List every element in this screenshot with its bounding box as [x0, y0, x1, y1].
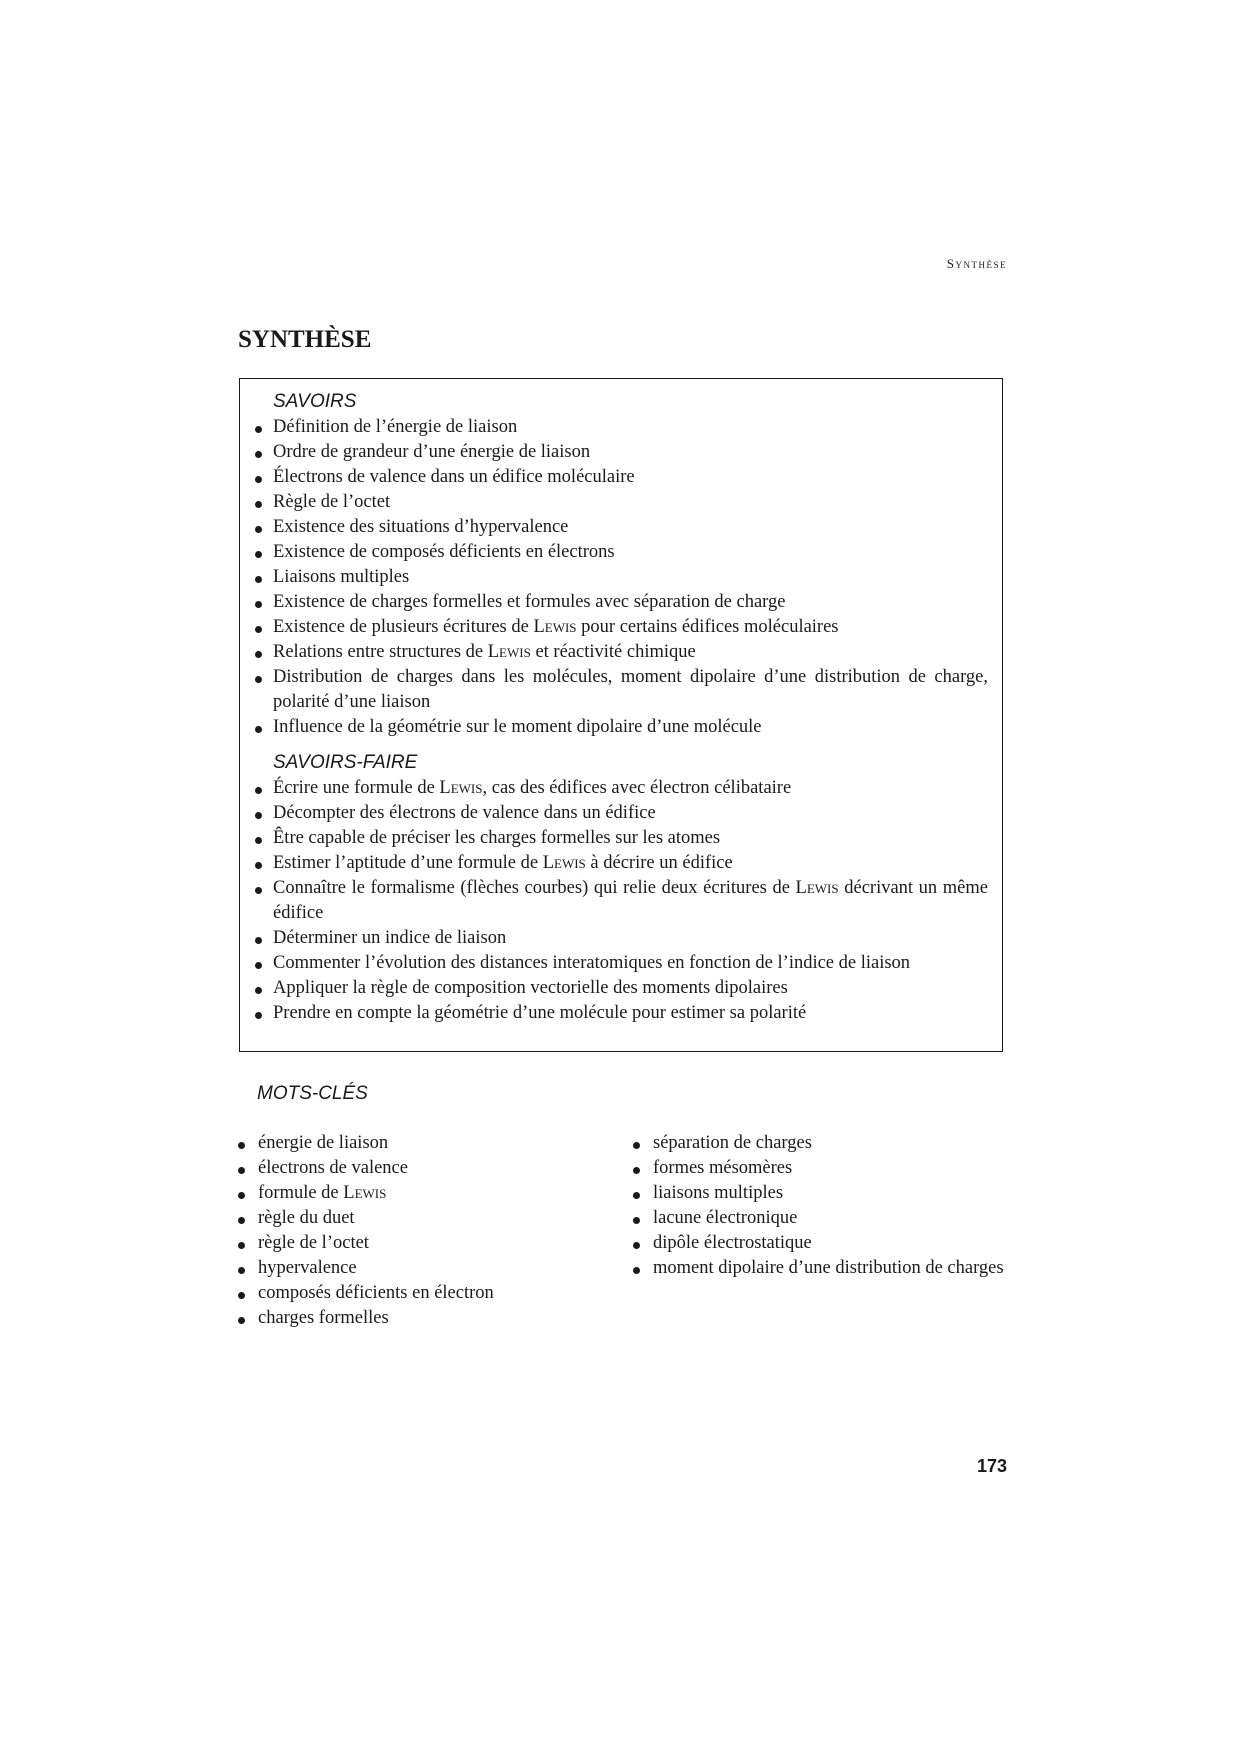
savoirs-heading: SAVOIRS — [273, 391, 357, 412]
page-title: SYNTHÈSE — [238, 326, 372, 353]
keywords-list-right — [632, 1131, 1007, 1281]
page-number: 173 — [976, 1456, 1007, 1476]
list-item: Existence de plusieurs écritures de Lewis pour certains édifices moléculaires — [254, 615, 988, 640]
list-item: Ordre de grandeur d’une énergie de liaison — [254, 440, 988, 465]
list-item: composés déficients en électron — [237, 1281, 587, 1306]
author-name: Lewis — [533, 617, 577, 637]
list-item: Prendre en compte la géométrie d’une molécule pour estimer sa polarité — [254, 1001, 988, 1026]
mots-cles-heading: MOTS-CLÉS — [257, 1083, 368, 1104]
author-name: Lewis — [487, 642, 531, 662]
list-item: Électrons de valence dans un édifice moléculaire — [254, 465, 988, 490]
list-item: formule de Lewis — [237, 1181, 587, 1206]
savoirs-faire-heading: SAVOIRS-FAIRE — [273, 752, 418, 773]
list-item: électrons de valence — [237, 1156, 587, 1181]
list-item: lacune électronique — [632, 1206, 1007, 1231]
list-item: séparation de charges — [632, 1131, 1007, 1156]
author-name: Lewis — [439, 778, 483, 798]
list-item: liaisons multiples — [632, 1181, 1007, 1206]
list-item: Influence de la géométrie sur le moment dipolaire d’une molécule — [254, 715, 988, 740]
list-item: Appliquer la règle de composition vectorielle des moments dipolaires — [254, 976, 988, 1001]
list-item: Être capable de préciser les charges formelles sur les atomes — [254, 826, 988, 851]
list-item: Estimer l’aptitude d’une formule de Lewis à décrire un édifice — [254, 851, 988, 876]
list-item: Existence des situations d’hypervalence — [254, 515, 988, 540]
list-item: Relations entre structures de Lewis et réactivité chimique — [254, 640, 988, 665]
savoirs-list — [254, 415, 988, 740]
list-item: Liaisons multiples — [254, 565, 988, 590]
list-item: Écrire une formule de Lewis, cas des édifices avec électron célibataire — [254, 776, 988, 801]
list-item: Connaître le formalisme (flèches courbes) qui relie deux écritures de Lewis décrivant un même édifice — [254, 876, 988, 926]
keywords-column-left — [237, 1131, 587, 1331]
running-head: Synthèse — [946, 256, 1007, 271]
list-item: Commenter l’évolution des distances interatomiques en fonction de l’indice de liaison — [254, 951, 988, 976]
list-item: règle du duet — [237, 1206, 587, 1231]
author-name: Lewis — [542, 853, 586, 873]
list-item: dipôle électrostatique — [632, 1231, 1007, 1256]
list-item: hypervalence — [237, 1256, 587, 1281]
list-item: Déterminer un indice de liaison — [254, 926, 988, 951]
list-item: Distribution de charges dans les molécules, moment dipolaire d’une distribution de charge, polarité d’une liaison — [254, 665, 988, 715]
keywords-column-right — [632, 1131, 1007, 1281]
list-item: moment dipolaire d’une distribution de charges — [632, 1256, 1007, 1281]
summary-box — [239, 378, 1003, 1052]
list-item: charges formelles — [237, 1306, 587, 1331]
list-item: Existence de charges formelles et formules avec séparation de charge — [254, 590, 988, 615]
list-item: Définition de l’énergie de liaison — [254, 415, 988, 440]
savoirs-faire-list — [254, 776, 988, 1026]
author-name: Lewis — [343, 1183, 387, 1203]
list-item: Existence de composés déficients en électrons — [254, 540, 988, 565]
list-item: Décompter des électrons de valence dans un édifice — [254, 801, 988, 826]
keywords-list-left — [237, 1131, 587, 1331]
list-item: formes mésomères — [632, 1156, 1007, 1181]
list-item: énergie de liaison — [237, 1131, 587, 1156]
list-item: Règle de l’octet — [254, 490, 988, 515]
list-item: règle de l’octet — [237, 1231, 587, 1256]
author-name: Lewis — [795, 878, 839, 898]
